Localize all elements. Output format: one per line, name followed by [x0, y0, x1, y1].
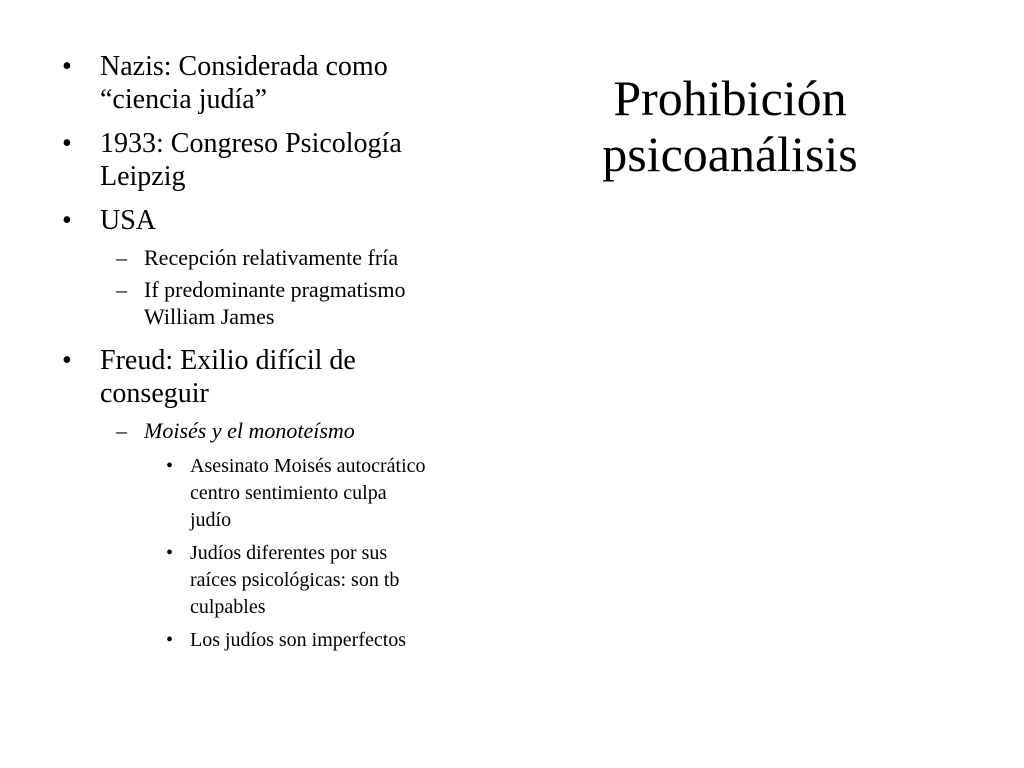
small-bullet-icon: •	[166, 542, 174, 564]
bullet-text-cont: conseguir	[100, 378, 209, 409]
sub-sub-item-text: Asesinato Moisés autocrático	[190, 455, 426, 477]
sub-sub-item-text: Judíos diferentes por sus	[190, 542, 388, 564]
sub-sub-item-judios-diferentes	[62, 540, 512, 621]
bullet-text: Freud: Exilio difícil de	[100, 345, 356, 376]
bullet-text: 1933: Congreso Psicología	[100, 128, 402, 159]
bullet-item-usa	[62, 204, 512, 237]
bullet-text-cont: Leipzig	[100, 161, 186, 192]
bullet-item-1933	[62, 127, 512, 193]
bullet-icon: •	[62, 51, 72, 82]
sub-item-moises	[62, 417, 512, 444]
sub-sub-item-text-cont: culpables	[190, 596, 266, 618]
sub-sub-item-asesinato	[62, 453, 512, 534]
bullet-icon: •	[62, 345, 72, 376]
sub-sub-item-text-cont: judío	[190, 509, 232, 531]
sub-item-pragmatismo	[62, 276, 512, 330]
sub-sub-item-imperfectos	[62, 627, 512, 654]
bullet-icon: •	[62, 128, 72, 159]
slide-title	[540, 70, 920, 182]
dash-icon: –	[116, 245, 127, 270]
bullet-list	[62, 50, 512, 660]
slide-title-line-1: Prohibición	[613, 70, 847, 126]
small-bullet-icon: •	[166, 455, 174, 477]
sub-item-recepcion	[62, 244, 512, 271]
bullet-item-freud	[62, 344, 512, 410]
small-bullet-icon: •	[166, 629, 174, 651]
slide-title-line-2: psicoanálisis	[602, 126, 858, 182]
dash-icon: –	[116, 277, 127, 302]
sub-item-text: Recepción relativamente fría	[144, 245, 399, 270]
dash-icon: –	[116, 418, 127, 443]
sub-sub-item-text-cont: raíces psicológicas: son tb	[190, 569, 400, 591]
sub-sub-item-text-cont: centro sentimiento culpa	[190, 482, 387, 504]
bullet-item-nazis	[62, 50, 512, 116]
bullet-text: USA	[100, 205, 157, 236]
bullet-text-cont: “ciencia judía”	[100, 84, 268, 115]
sub-item-text-cont: William James	[144, 304, 275, 329]
bullet-text: Nazis: Considerada como	[100, 51, 388, 82]
bullet-icon: •	[62, 205, 72, 236]
sub-item-text: Moisés y el monoteísmo	[144, 418, 355, 443]
sub-sub-item-text: Los judíos son imperfectos	[190, 629, 407, 651]
sub-item-text: If predominante pragmatismo	[144, 277, 406, 302]
